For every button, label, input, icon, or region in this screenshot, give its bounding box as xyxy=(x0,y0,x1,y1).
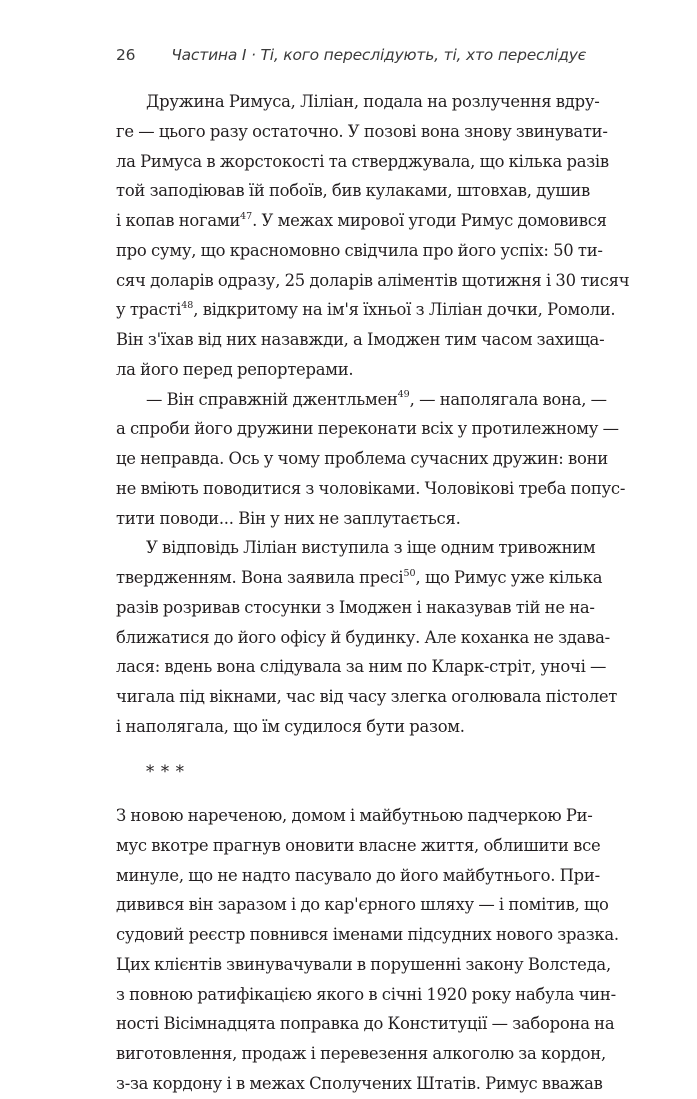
line-text: мус вкотре прагнув оновити власне життя, облишити все xyxy=(116,835,601,855)
paragraph xyxy=(116,87,630,385)
text-line xyxy=(116,801,593,831)
line-text: минуле, що не надто пасувало до його майбутнього. При- xyxy=(116,865,600,885)
line-text: ближатися до його офісу й будинку. Але коханка не здава- xyxy=(116,627,610,647)
line-text: ге — цього разу остаточно. У позові вона знову звинувати- xyxy=(116,121,608,141)
line-text: чигала під вікнами, час від часу злегка оголювала пістолет xyxy=(116,687,618,706)
paragraph xyxy=(116,801,619,1099)
line-text: Він з'їхав від них назавжди, а Імоджен тим часом захища- xyxy=(116,330,605,349)
line-text: і наполягала, що їм судилося бути разом. xyxy=(116,716,465,736)
text-line xyxy=(116,325,605,355)
line-text: з повною ратифікацією якого в січні 1920 року набула чин- xyxy=(116,984,616,1004)
line-text: той заподіював їй побоїв, бив кулаками, штовхав, душив xyxy=(116,181,591,201)
text-line xyxy=(116,117,608,147)
text-line xyxy=(116,861,600,891)
text-line xyxy=(116,920,619,950)
line-text-continued: , що Римус уже кілька xyxy=(415,568,603,587)
running-title: Частина I · Ті, кого переслідують, ті, хто переслідує xyxy=(171,46,586,64)
text-line xyxy=(116,504,586,534)
line-text: ла його перед репортерами. xyxy=(116,359,354,379)
line-text-continued: , — наполягала вона, — xyxy=(409,389,607,409)
text-line xyxy=(116,147,609,177)
line-text: тити поводи... Він у них не заплутається. xyxy=(116,508,461,528)
line-text: Дружина Римуса, Ліліан, подала на розлучення вдру- xyxy=(146,92,600,111)
text-line xyxy=(116,176,591,206)
text-line xyxy=(116,295,616,325)
text-line xyxy=(116,563,603,593)
text-line xyxy=(116,1069,603,1099)
line-text: лася: вдень вона слідувала за ним по Кларк-стріт, уночі — xyxy=(116,657,607,677)
line-text: це неправда. Ось у чому проблема сучасних дружин: вони xyxy=(116,449,608,468)
paragraph xyxy=(116,533,618,741)
line-text: і копав ногами xyxy=(116,211,241,230)
text-line xyxy=(116,831,601,861)
text-line xyxy=(116,385,607,415)
line-text: сяч доларів одразу, 25 доларів аліментів щотижня і 30 тисяч xyxy=(116,270,630,290)
line-text: разів розривав стосунки з Імоджен і наказував тій не на- xyxy=(116,597,595,617)
text-line xyxy=(116,1009,615,1039)
page-number: 26 xyxy=(116,46,136,64)
line-text: про суму, що красномовно свідчила про його успіх: 50 ти- xyxy=(116,240,603,260)
text-line xyxy=(116,950,611,980)
footnote-marker: 47 xyxy=(240,210,253,222)
line-text: судовий реєстр повнився іменами підсудних нового зразка. xyxy=(116,925,619,944)
text-line xyxy=(116,444,608,474)
text-line xyxy=(116,593,595,623)
line-text: не вміють поводитися з чоловіками. Чоловікові треба попус- xyxy=(116,478,626,498)
text-line xyxy=(116,87,600,117)
line-text-continued: . У межах мирової угоди Римус домовився xyxy=(252,211,607,230)
text-line xyxy=(116,652,607,682)
text-line xyxy=(116,533,596,563)
line-text: з-за кордону і в межах Сполучених Штатів. Римус вважав xyxy=(116,1073,603,1093)
line-text: З новою нареченою, домом і майбутньою падчеркою Ри- xyxy=(116,806,593,825)
text-line xyxy=(116,682,618,712)
text-line xyxy=(116,266,630,296)
footnote-marker: 49 xyxy=(397,389,410,401)
text-line xyxy=(116,712,586,742)
line-text: а спроби його дружини переконати всіх у протилежному — xyxy=(116,419,619,439)
text-line xyxy=(116,474,626,504)
line-text: ності Вісімнадцята поправка до Конституції — заборона на xyxy=(116,1014,615,1034)
text-line xyxy=(116,623,610,653)
line-text: Цих клієнтів звинувачували в порушенні закону Волстеда, xyxy=(116,954,611,974)
line-text: твердженням. Вона заявила пресі xyxy=(116,568,404,587)
running-head xyxy=(116,46,586,70)
section-break: * * * xyxy=(146,761,186,781)
body-text xyxy=(116,87,630,1099)
line-text: — Він справжній джентльмен xyxy=(146,389,398,409)
line-text: У відповідь Ліліан виступила з іще одним тривожним xyxy=(146,538,596,558)
line-text: ла Римуса в жорстокості та стверджувала, що кілька разів xyxy=(116,151,609,171)
text-line xyxy=(116,236,603,266)
text-line xyxy=(116,355,586,385)
line-text: у трасті xyxy=(116,300,182,320)
line-text: виготовлення, продаж і перевезення алкоголю за кордон, xyxy=(116,1044,606,1063)
text-line xyxy=(116,980,616,1010)
footnote-marker: 48 xyxy=(181,299,194,311)
text-line xyxy=(116,890,609,920)
text-line xyxy=(116,206,607,236)
text-line xyxy=(116,1039,606,1069)
footnote-marker: 50 xyxy=(403,567,416,579)
text-line xyxy=(116,414,619,444)
line-text: дивився він заразом і до кар'єрного шляху — і помітив, що xyxy=(116,895,609,915)
paragraph xyxy=(116,385,626,534)
line-text-continued: , відкритому на ім'я їхньої з Ліліан дочки, Ромоли. xyxy=(193,300,616,320)
